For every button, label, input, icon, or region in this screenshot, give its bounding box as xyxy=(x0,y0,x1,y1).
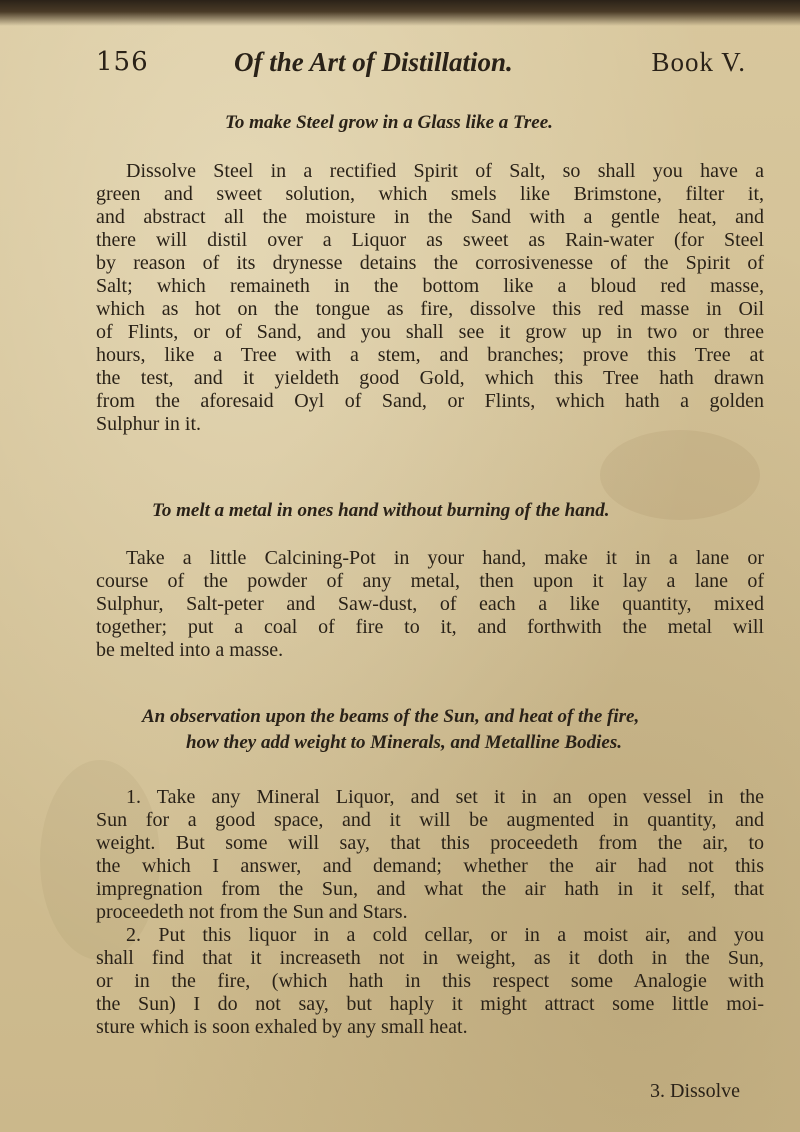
text-line: Sulphur in it. xyxy=(96,413,202,435)
text-line: hours, like a Tree with a stem, and branches; prove this Tree at xyxy=(96,344,764,366)
text-line: proceedeth not from the Sun and Stars. xyxy=(96,901,408,923)
text-line: there will distil over a Liquor as sweet as Rain-water (for Steel xyxy=(96,229,764,251)
section-heading-melt-metal: To melt a metal in ones hand without burning of the hand. xyxy=(152,500,610,521)
text-line: green and sweet solution, which smels like Brimstone, filter it, xyxy=(96,183,764,205)
text-line: by reason of its drynesse detains the corrosivenesse of the Spirit of xyxy=(96,252,764,274)
text-line: the which I answer, and demand; whether the air had not this xyxy=(96,855,764,877)
section-heading-steel-tree: To make Steel grow in a Glass like a Tree. xyxy=(225,112,553,133)
text-line: 1. Take any Mineral Liquor, and set it in an open vessel in the xyxy=(126,786,764,808)
text-line: Salt; which remaineth in the bottom like a bloud red masse, xyxy=(96,275,764,297)
text-line: Dissolve Steel in a rectified Spirit of Salt, so shall you have a xyxy=(126,160,764,182)
text-line: the Sun) I do not say, but haply it might attract some little moi- xyxy=(96,993,764,1015)
text-line: Sun for a good space, and it will be augmented in quantity, and xyxy=(96,809,764,831)
running-title: Of the Art of Distillation. xyxy=(234,47,513,77)
text-line: which as hot on the tongue as fire, dissolve this red masse in Oil xyxy=(96,298,764,320)
paper-stain xyxy=(600,430,760,520)
book-label: Book V. xyxy=(651,47,746,77)
text-line: course of the powder of any metal, then upon it lay a lane of xyxy=(96,570,764,592)
text-line: together; put a coal of fire to it, and forthwith the metal will xyxy=(96,616,764,638)
text-line: and abstract all the moisture in the Sand with a gentle heat, and xyxy=(96,206,764,228)
text-line: Sulphur, Salt-peter and Saw-dust, of each a like quantity, mixed xyxy=(96,593,764,615)
text-line: be melted into a masse. xyxy=(96,639,284,661)
running-head xyxy=(96,40,746,84)
text-line: impregnation from the Sun, and what the air hath in it self, that xyxy=(96,878,764,900)
page-number: 156 xyxy=(96,47,149,77)
text-line: sture which is soon exhaled by any small heat. xyxy=(96,1016,468,1038)
text-line: weight. But some will say, that this proceedeth from the air, to xyxy=(96,832,764,854)
catchword: 3. Dissolve xyxy=(650,1080,740,1102)
text-line: Take a little Calcining-Pot in your hand, make it in a lane or xyxy=(126,547,764,569)
text-line: of Flints, or of Sand, and you shall see it grow up in two or three xyxy=(96,321,764,343)
text-line: the test, and it yieldeth good Gold, which this Tree hath drawn xyxy=(96,367,764,389)
text-line: from the aforesaid Oyl of Sand, or Flints, which hath a golden xyxy=(96,390,764,412)
page-top-shadow xyxy=(0,0,800,26)
text-line: shall find that it increaseth not in weight, as it doth in the Sun, xyxy=(96,947,764,969)
section-heading-sun-beams-cont: how they add weight to Minerals, and Metalline Bodies. xyxy=(186,732,622,753)
section-heading-sun-beams: An observation upon the beams of the Sun, and heat of the fire, xyxy=(142,706,640,727)
text-line: 2. Put this liquor in a cold cellar, or in a moist air, and you xyxy=(126,924,764,946)
text-line: or in the fire, (which hath in this respect some Analogie with xyxy=(96,970,764,992)
